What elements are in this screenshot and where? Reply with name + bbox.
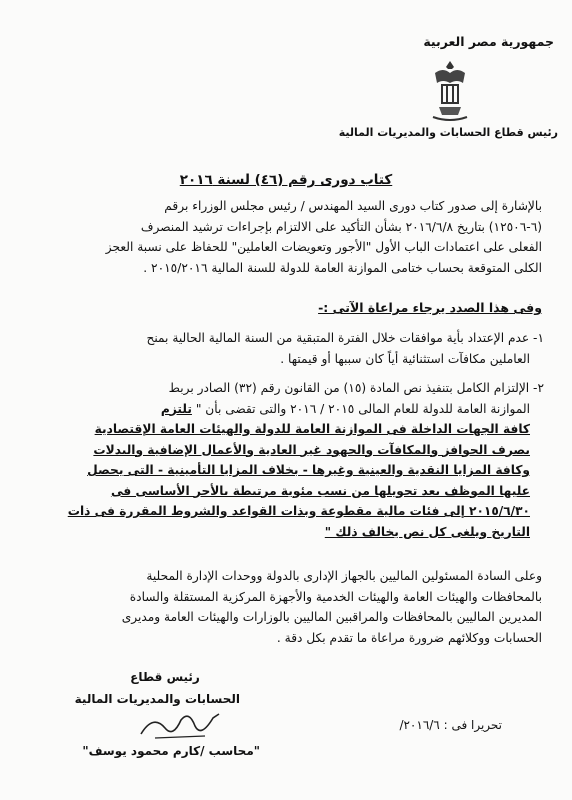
signature-block: [74, 666, 240, 710]
list-item: [39, 378, 544, 542]
signature-title: الحسابات والمديريات المالية: [74, 692, 240, 706]
item-line: [39, 328, 544, 349]
item-line: [39, 399, 544, 420]
intro-line: الكلى المتوقعة بحساب ختامى الموازنة العامة للدولة للسنة المالية ٢٠١٥/٢٠١٦ .: [143, 260, 542, 275]
sector-head-header: رئيس قطاع الحسابات والمديريات المالية: [338, 126, 558, 139]
closing-paragraph: [37, 566, 542, 648]
list-item: [39, 328, 544, 369]
item-text: عدم الإعتداد بأية موافقات خلال الفترة المتبقية من السنة المالية الحالية بمنح: [146, 331, 530, 345]
handwritten-signature: [135, 708, 225, 744]
closing-line: المديرين الماليين بالمحافظات والمراقبين الماليين بالوزارات والهيئات العامة ومديرى: [121, 610, 542, 624]
item-line-emphasis: عليها الموظف بعد تحويلها من نسب مئوية مرتبطة بالأجر الأساسى فى: [110, 483, 530, 498]
item-text: الإلتزام الكامل بتنفيذ نص المادة (١٥) من القانون رقم (٣٢) الصادر بربط: [168, 381, 530, 395]
closing-line: الحسابات ووكلائهم ضرورة مراعاة ما تقدم بكل دقة .: [276, 630, 542, 645]
eagle-emblem-icon: [425, 55, 475, 125]
item-text-emphasis: تلتزم: [160, 401, 192, 416]
item-line-emphasis: التاريخ ويلغى كل نص يخالف ذلك ": [324, 524, 530, 539]
item-line-emphasis: وكافة المزايا النقدية والعينية وغيرها - بخلاف المزايا التأمينية - التى يحصل: [87, 463, 530, 477]
item-line-emphasis: كافة الجهات الداخلة فى الموازنة العامة للدولة والهيئات العامة الإقتصادية: [94, 422, 530, 436]
item-line-emphasis: بصرف الحوافز والمكافآت والجهود غير العادية والأعمال الإضافية والبدلات: [93, 442, 530, 457]
intro-paragraph: [42, 196, 542, 278]
country-header: جمهورية مصر العربية: [423, 34, 554, 49]
intro-line: بالإشارة إلى صدور كتاب دورى السيد المهندس / رئيس مجلس الوزراء برقم: [164, 199, 542, 213]
item-line-emphasis: ٢٠١٥/٦/٣٠ إلى فئات مالية مقطوعة وبذات القواعد والشروط المقررة فى ذات: [67, 504, 530, 518]
intro-line: (٦-١٢٥٠٦) بتاريخ ٢٠١٦/٦/٨ بشأن التأكيد على الالتزام بإجراءات ترشيد المنصرف: [140, 219, 542, 234]
context-heading: وفى هذا الصدد يرجاء مراعاة الآتى :-: [318, 300, 542, 315]
item-line: العاملين مكافآت استثنائية أياً كان سببها أو قيمتها .: [280, 351, 530, 366]
page-title: كتاب دورى رقم (٤٦) لسنة ٢٠١٦: [179, 172, 393, 188]
signatory-name: "محاسب /كارم محمود يوسف": [82, 744, 260, 758]
item-number: ٢-: [533, 381, 544, 395]
item-number: ١-: [533, 331, 544, 345]
intro-line: الفعلى على اعتمادات الباب الأول "الأجور وتعويضات العاملين" للحفاظ على نسبة العجز: [105, 240, 542, 254]
closing-line: وعلى السادة المسئولين الماليين بالجهاز الإدارى بالدولة ووحدات الإدارة المحلية: [146, 569, 542, 583]
closing-line: بالمحافظات والهيئات العامة والهيئات الخدمية والأجهزة المركزية المستقلة والسادة: [129, 589, 542, 604]
date-line: تحريرا فى : ٢٠١٦/٦/: [399, 718, 502, 732]
item-line: [39, 378, 544, 399]
item-text: الموازنة العامة للدولة للعام المالى ٢٠١٥ / ٢٠١٦ والتى تقضى بأن ": [195, 401, 530, 416]
signature-title: رئيس قطاع: [130, 670, 200, 684]
